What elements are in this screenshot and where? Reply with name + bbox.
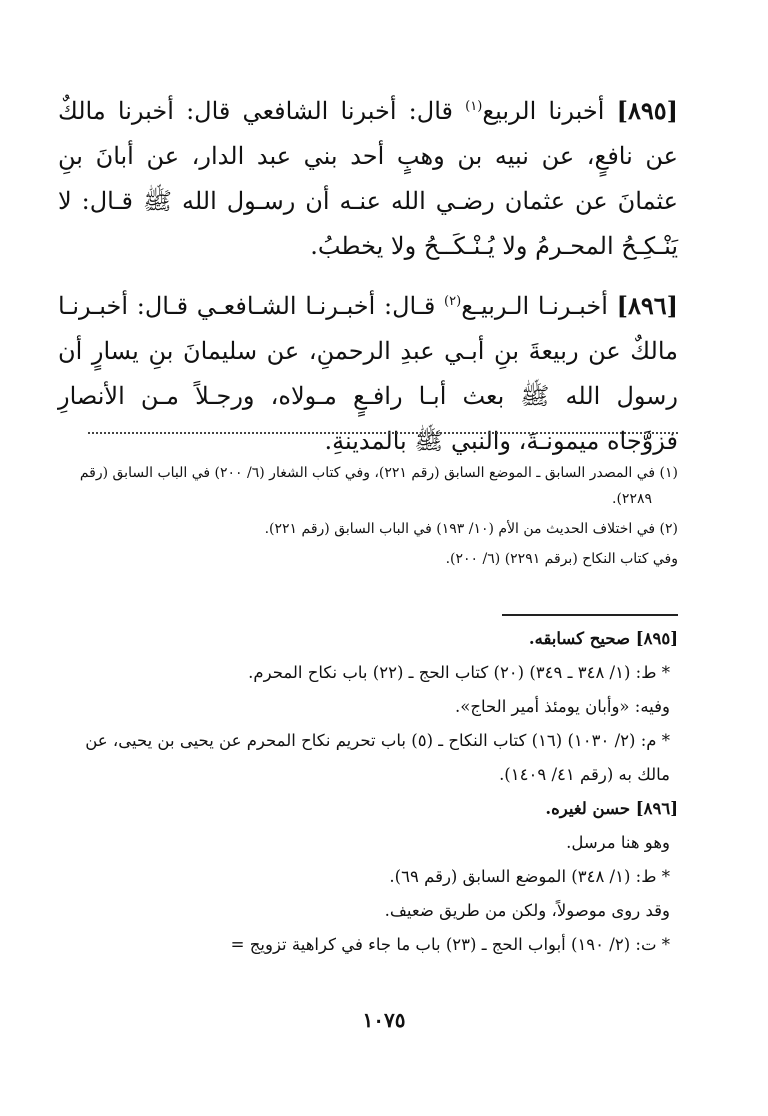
takhrij-895-note: وفيه: «وأبان يومئذ أمير الحاج». [455, 697, 670, 716]
section-rule [502, 614, 678, 616]
takhrij-895-head: [٨٩٥] صحيح كسابقه. [528, 629, 678, 648]
footnote-2-cont: وفي كتاب النكاح (برقم ٢٢٩١) (٦/ ٢٠٠). [445, 551, 678, 567]
footnote-ref[interactable]: (١) [465, 99, 483, 114]
main-text [58, 88, 678, 478]
footnote-1: (١) في المصدر السابق ـ الموضع السابق (رقم ٢٢١)، وفي كتاب الشغار (٦/ ٢٠٠) في الباب السابق (رقم ٢٢٨٩). [79, 465, 678, 507]
takhrij-896-note2: وقد روى موصولاً، ولكن من طريق ضعيف. [384, 901, 670, 920]
footnote-ref[interactable]: (٢) [444, 294, 462, 309]
takhrij-895-muslim: * م: (٢/ ١٠٣٠) (١٦) كتاب النكاح ـ (٥) باب تحريم نكاح المحرم عن يحيى بن يحيى، عن مالك به (رقم ٤١/ ١٤٠٩). [85, 731, 670, 784]
page-number: ١٠٧٥ [362, 1008, 406, 1032]
takhrij-section [58, 622, 678, 962]
hadith-895 [58, 88, 678, 269]
takhrij-896-head: [٨٩٦] حسن لغيره. [545, 799, 678, 818]
footnote-2: (٢) في اختلاف الحديث من الأم (١٠/ ١٩٣) في الباب السابق (رقم ٢٢١). [264, 521, 678, 537]
hadith-intro: أخبرنا الربيع [482, 97, 605, 125]
footnotes [58, 460, 678, 576]
hadith-text: قال: أخبرنا الشافعي قال: أخبرنا مالكٌ عن نافعٍ، عن نبيه بن وهبٍ أحد بني عبد الدار، عن أبانَ بنِ عثمانَ عن عثمان رضـي الله عنـه أن رسـول الله ﷺ قـال: لا يَنْـكِـحُ المحـرمُ ولا يُـنْـكَــحُ ولا يخطبُ. [58, 97, 678, 260]
dotted-separator [88, 432, 678, 442]
takhrij-895-muwatta: * ط: (١/ ٣٤٨ ـ ٣٤٩) (٢٠) كتاب الحج ـ (٢٢) باب نكاح المحرم. [248, 663, 670, 682]
hadith-number: [٨٩٥] [616, 96, 678, 125]
takhrij-896-note1: وهو هنا مرسل. [566, 833, 670, 852]
takhrij-896-muwatta: * ط: (١/ ٣٤٨) الموضع السابق (رقم ٦٩). [389, 867, 670, 886]
hadith-number: [٨٩٦] [616, 291, 678, 320]
hadith-intro: أخبـرنـا الـربيـع [461, 292, 608, 320]
hadith-text: قـال: أخبـرنـا الشـافعـي قـال: أخبـرنـا مالكٌ عن ربيعةَ بنِ أبـي عبدِ الرحمنِ، عن سليمانَ بنِ يسارٍ أن رسول الله ﷺ بعث أبـا رافـعٍ مـولاه، ورجـلاً مـن الأنصارِ فزوَّجاه ميمونـةَ، والنبي ﷺ بالمدينةِ. [58, 292, 678, 455]
takhrij-896-tirmidhi: * ت: (٢/ ١٩٠) أبواب الحج ـ (٢٣) باب ما جاء في كراهية تزويج = [230, 935, 670, 954]
